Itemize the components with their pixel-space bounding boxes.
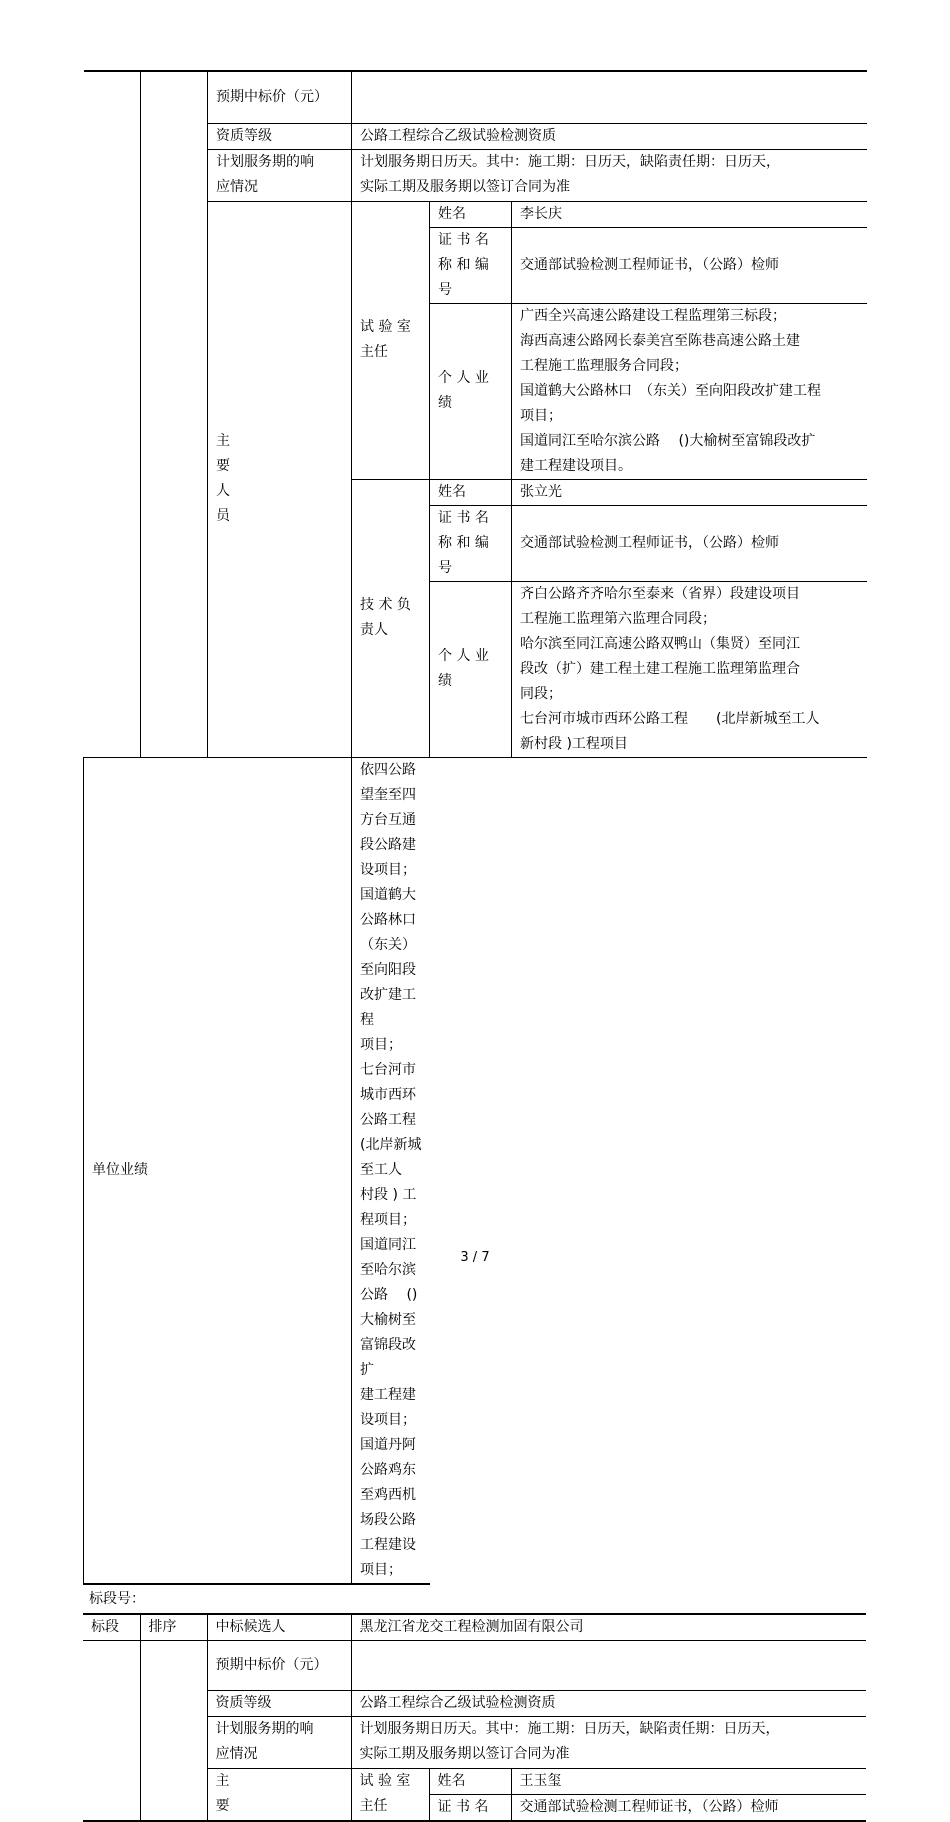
bid-table-1 [83, 70, 867, 1585]
qualification-label: 资质等级 [208, 123, 352, 149]
performance-label: 个 人 业 绩 [430, 303, 512, 479]
lab-director-cert: 交通部试验检测工程师证书，（公路）检师 [511, 1794, 866, 1821]
unit-performance-value: 依四公路望奎至四方台互通段公路建设项目； 国道鹤大公路林口 （东关）至向阳段改扩建工程 项目； 七台河市城市西环公路工程 (北岸新城至工人 村段 ) 工程项目； 国道同江至哈尔滨公路 ()大榆树至富锦段改扩 建工程建设项目； 国道丹阿公路鸡东至鸡西机场段公路工程建设 项目； [352, 757, 430, 1584]
lab-director-role: 试 验 室 主任 [352, 201, 430, 479]
qualification-value: 公路工程综合乙级试验检测资质 [351, 1690, 866, 1716]
tech-lead-role: 技 术 负 责人 [352, 479, 430, 757]
rank-cell [141, 71, 208, 757]
qualification-value: 公路工程综合乙级试验检测资质 [352, 123, 867, 149]
qualification-label: 资质等级 [207, 1690, 351, 1716]
service-period-label: 计划服务期的响 应情况 [208, 149, 352, 201]
expected-price-label: 预期中标价（元） [207, 1640, 351, 1690]
tech-lead-performance: 齐白公路齐齐哈尔至泰来（省界）段建设项目 工程施工监理第六监理合同段； 哈尔滨至同江高速公路双鸭山（集贤）至同江 段改（扩）建工程土建工程施工监理第监理合 同段； 七台河市城市西环公路工程 (北岸新城至工人 新村段 )工程项目 [512, 581, 867, 757]
page-number: 3 / 7 [460, 1250, 490, 1265]
lab-director-name: 王玉玺 [511, 1768, 866, 1794]
header-rank: 排序 [140, 1614, 207, 1641]
name-label: 姓名 [430, 201, 512, 227]
service-period-value: 计划服务期日历天。其中：施工期：日历天，缺陷责任期：日历天， 实际工期及服务期以签订合同为准 [352, 149, 867, 201]
main-personnel-label: 主 要 [207, 1768, 351, 1821]
lab-director-name: 李长庆 [512, 201, 867, 227]
candidate-name: 黑龙江省龙交工程检测加固有限公司 [351, 1614, 866, 1641]
header-candidate: 中标候选人 [207, 1614, 351, 1641]
unit-performance-label: 单位业绩 [84, 757, 352, 1584]
name-label: 姓名 [430, 479, 512, 505]
expected-price-value [351, 1640, 866, 1690]
tech-lead-name: 张立光 [512, 479, 867, 505]
performance-label: 个 人 业 绩 [430, 581, 512, 757]
lab-director-cert: 交通部试验检测工程师证书，（公路）检师 [512, 227, 867, 303]
expected-price-value [352, 71, 867, 123]
expected-price-label: 预期中标价（元） [208, 71, 352, 123]
header-section: 标段 [83, 1614, 140, 1641]
lab-director-performance: 广西全兴高速公路建设工程监理第三标段； 海西高速公路网长泰美宫至陈巷高速公路土建 工程施工监理服务合同段； 国道鹤大公路林口 （东关）至向阳段改扩建工程 项目； 国道同江至哈尔滨公路 ()大榆树至富锦段改扩 建工程建设项目。 [512, 303, 867, 479]
bid-table-2 [83, 1613, 866, 1822]
cert-label: 证 书 名 [429, 1794, 511, 1821]
tech-lead-cert: 交通部试验检测工程师证书，（公路）检师 [512, 505, 867, 581]
cert-label: 证 书 名 称 和 编 号 [430, 227, 512, 303]
section-cell [83, 1640, 140, 1821]
main-personnel-label: 主 要 人 员 [208, 201, 352, 757]
document-page [83, 70, 866, 1822]
lab-director-role: 试 验 室 主任 [351, 1768, 429, 1821]
service-period-label: 计划服务期的响 应情况 [207, 1716, 351, 1768]
name-label: 姓名 [429, 1768, 511, 1794]
section-number-label: 标段号： [89, 1590, 145, 1607]
cert-label: 证 书 名 称 和 编 号 [430, 505, 512, 581]
service-period-value: 计划服务期日历天。其中：施工期：日历天，缺陷责任期：日历天， 实际工期及服务期以签订合同为准 [351, 1716, 866, 1768]
rank-cell [140, 1640, 207, 1821]
section-cell [84, 71, 141, 757]
